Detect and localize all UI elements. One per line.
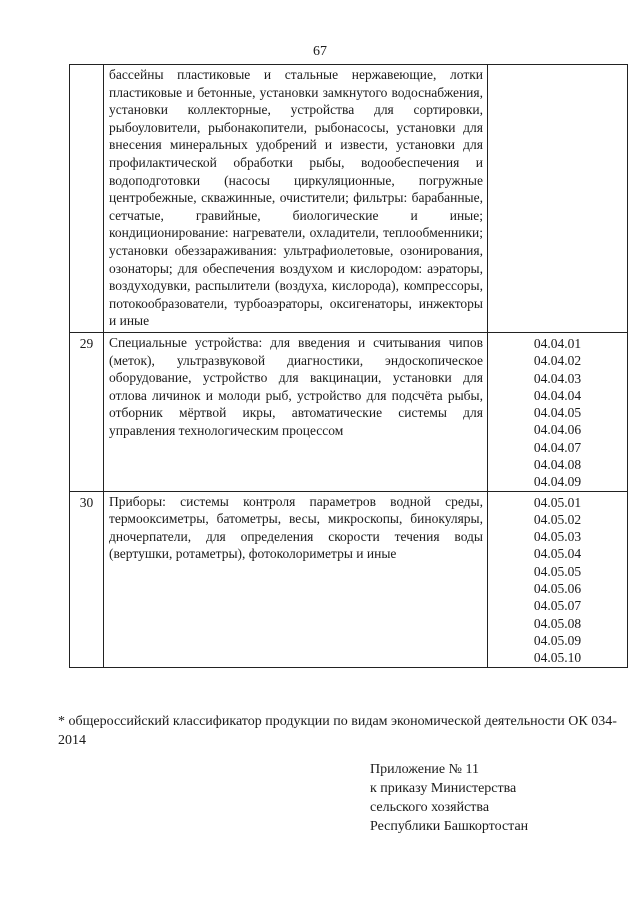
row-number (70, 65, 104, 333)
okpd-code: 04.04.04 (533, 387, 582, 403)
annex-line: Республики Башкортостан (370, 819, 529, 834)
row-codes (488, 332, 628, 491)
row-codes (488, 491, 628, 667)
page-number: 67 (313, 44, 327, 59)
row-number: 30 (70, 491, 104, 667)
description-text: Приборы: системы контроля параметров водной среды, термооксиметры, батометры, весы, микроскопы, бинокуляры, дночерпатели, для определения скорости течения воды (вертушки, ротаметры), фотоколориметры и иные (109, 493, 483, 562)
row-description (104, 491, 488, 667)
okpd-code: 04.05.01 (533, 494, 582, 510)
annex-line: сельского хозяйства (370, 800, 490, 815)
row-codes (488, 65, 628, 333)
okpd-code: 04.04.03 (533, 370, 582, 386)
equipment-table (69, 64, 628, 668)
okpd-code: 04.04.01 (533, 335, 582, 351)
table-row (70, 65, 628, 333)
okpd-code: 04.05.04 (533, 546, 582, 562)
okpd-code: 04.04.06 (533, 422, 582, 438)
okpd-code: 04.05.09 (533, 632, 582, 648)
okpd-code: 04.05.05 (533, 563, 582, 579)
okpd-code: 04.05.06 (533, 581, 582, 597)
annex-line: к приказу Министерства (370, 781, 517, 796)
table-row (70, 491, 628, 667)
okpd-code: 04.04.02 (533, 353, 582, 369)
annex-heading (370, 760, 610, 836)
description-text: бассейны пластиковые и стальные нержавеющие, лотки пластиковые и бетонные, установки замкнутого водоснабжения, установки коллекторные, устройства для сортировки, рыбоуловители, рыбонакопители, рыбонасосы, установки для внесения минеральных удобрений и извести, установки для профилактической обработки рыбы, водообеспечения и водоподготовки (насосы циркуляционные, погружные центробежные, скважинные, очистители; фильтры: барабанные, сетчатые, гравийные, биологические и иные; кондиционирование: нагреватели, охладители, теплообменники; установки обеззараживания: ультрафиолетовые, озонирования, озонаторы; для обеспечения воздухом и кислородом: аэраторы, воздуходувки, распылители (воздуха, кислорода), компрессоры, потокообразователи, турбоаэраторы, оксигенаторы, инжекторы и иные (109, 67, 483, 329)
okpd-code: 04.04.08 (533, 456, 582, 472)
okpd-code: 04.04.05 (533, 405, 582, 421)
annex-line: Приложение № 11 (370, 762, 479, 777)
description-text: Специальные устройства: для введения и считывания чипов (меток), ультразвуковой диагностики, эндоскопическое оборудование, устройство для вакцинации, установки для отлова личинок и молоди рыб, устройство для подсчёта рыбы, отборник мёртвой икры, автоматические системы для управления технологическим процессом (109, 334, 483, 438)
okpd-code: 04.05.02 (533, 511, 582, 527)
okpd-code: 04.05.10 (533, 650, 582, 666)
okpd-code: 04.04.09 (533, 474, 582, 490)
row-description (104, 65, 488, 333)
table-row (70, 332, 628, 491)
okpd-code: 04.05.08 (533, 615, 582, 631)
okpd-code: 04.04.07 (533, 439, 582, 455)
footnote: * общероссийский классификатор продукции по видам экономической деятельности ОК 034-2014 (58, 714, 617, 748)
okpd-code: 04.05.03 (533, 529, 582, 545)
okpd-code: 04.05.07 (533, 598, 582, 614)
row-description (104, 332, 488, 491)
row-number: 29 (70, 332, 104, 491)
